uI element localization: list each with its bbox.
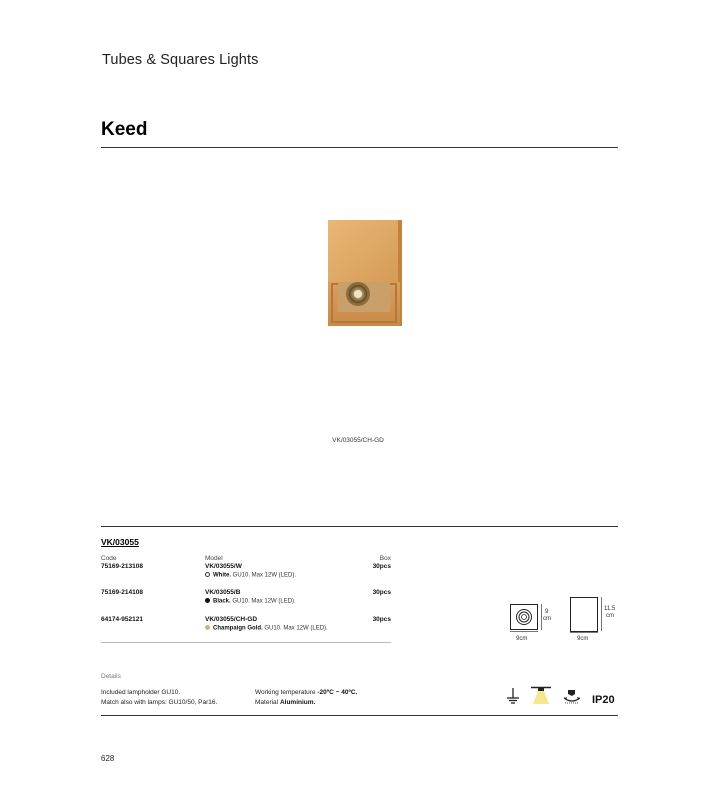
product-code: 75169-214108	[101, 589, 143, 596]
color-dot-icon	[205, 625, 210, 630]
ip-rating: IP20	[592, 694, 615, 706]
column-header-box: Box	[379, 555, 391, 562]
detail-material-label: Material	[255, 699, 280, 706]
product-code: 75169-213108	[101, 563, 143, 570]
box-quantity: 30pcs	[372, 616, 391, 623]
detail-working-temperature	[255, 688, 357, 698]
detail-material	[255, 698, 357, 708]
side-height-line	[601, 597, 602, 631]
box-quantity: 30pcs	[372, 589, 391, 596]
front-view-drawing	[510, 604, 542, 632]
detail-material-value: Aluminium.	[279, 699, 316, 706]
detail-temperature-value: -20ºC ~ 40ºC.	[317, 689, 358, 696]
product-description	[205, 572, 296, 579]
product-spec: GU10. Max 12W (LED).	[230, 598, 296, 605]
divider-table	[101, 526, 618, 527]
ground-icon	[505, 687, 521, 705]
section-title: Tubes & Squares Lights	[102, 52, 259, 68]
product-description	[205, 625, 328, 632]
family-code: VK/03055	[101, 537, 139, 547]
adjustable-icon	[561, 686, 583, 706]
column-header-model: Model	[205, 555, 223, 562]
side-view-drawing	[570, 597, 598, 632]
product-model: VK/03055/B	[205, 589, 241, 596]
product-spec: GU10. Max 12W (LED).	[231, 572, 297, 579]
product-description	[205, 598, 296, 605]
divider-table-bottom	[101, 642, 391, 643]
side-height-unit: cm	[606, 613, 614, 619]
product-spec: GU10. Max 12W (LED).	[262, 625, 328, 632]
details-column-2	[255, 688, 357, 708]
color-name: Champaign Gold.	[213, 625, 263, 632]
detail-temperature-label: Working temperature	[255, 689, 318, 696]
product-model: VK/03055/W	[205, 563, 242, 570]
photo-caption: VK/03055/CH-GD	[332, 437, 384, 444]
front-height-line	[541, 604, 542, 630]
side-width-line	[570, 632, 598, 633]
product-model: VK/03055/CH-GD	[205, 616, 258, 623]
front-width-label: 9cm	[516, 636, 528, 642]
product-name: Keed	[101, 119, 148, 140]
color-name: Black.	[213, 598, 231, 605]
color-dot-icon	[205, 572, 210, 577]
divider-bottom	[101, 715, 618, 716]
column-header-code: Code	[101, 555, 117, 562]
page-number: 628	[101, 754, 115, 763]
detail-lampholder: Included lampholder GU10.	[101, 689, 181, 696]
front-width-line	[510, 631, 538, 632]
color-name: White.	[213, 572, 231, 579]
front-height-unit: cm	[543, 616, 551, 622]
details-column-1	[101, 688, 217, 708]
box-quantity: 30pcs	[372, 563, 391, 570]
divider-top	[101, 147, 618, 148]
lamp-icon	[530, 686, 552, 706]
side-height-value: 11.5	[604, 606, 616, 612]
details-label: Details	[101, 673, 121, 680]
detail-compatible-lamps: Match also with lamps: GU10/50, Par16.	[101, 699, 218, 706]
color-dot-icon	[205, 598, 210, 603]
side-width-label: 9cm	[577, 636, 589, 642]
product-photo	[318, 214, 410, 332]
product-code: 64174-952121	[101, 616, 143, 623]
front-height-value: 9	[545, 609, 549, 615]
